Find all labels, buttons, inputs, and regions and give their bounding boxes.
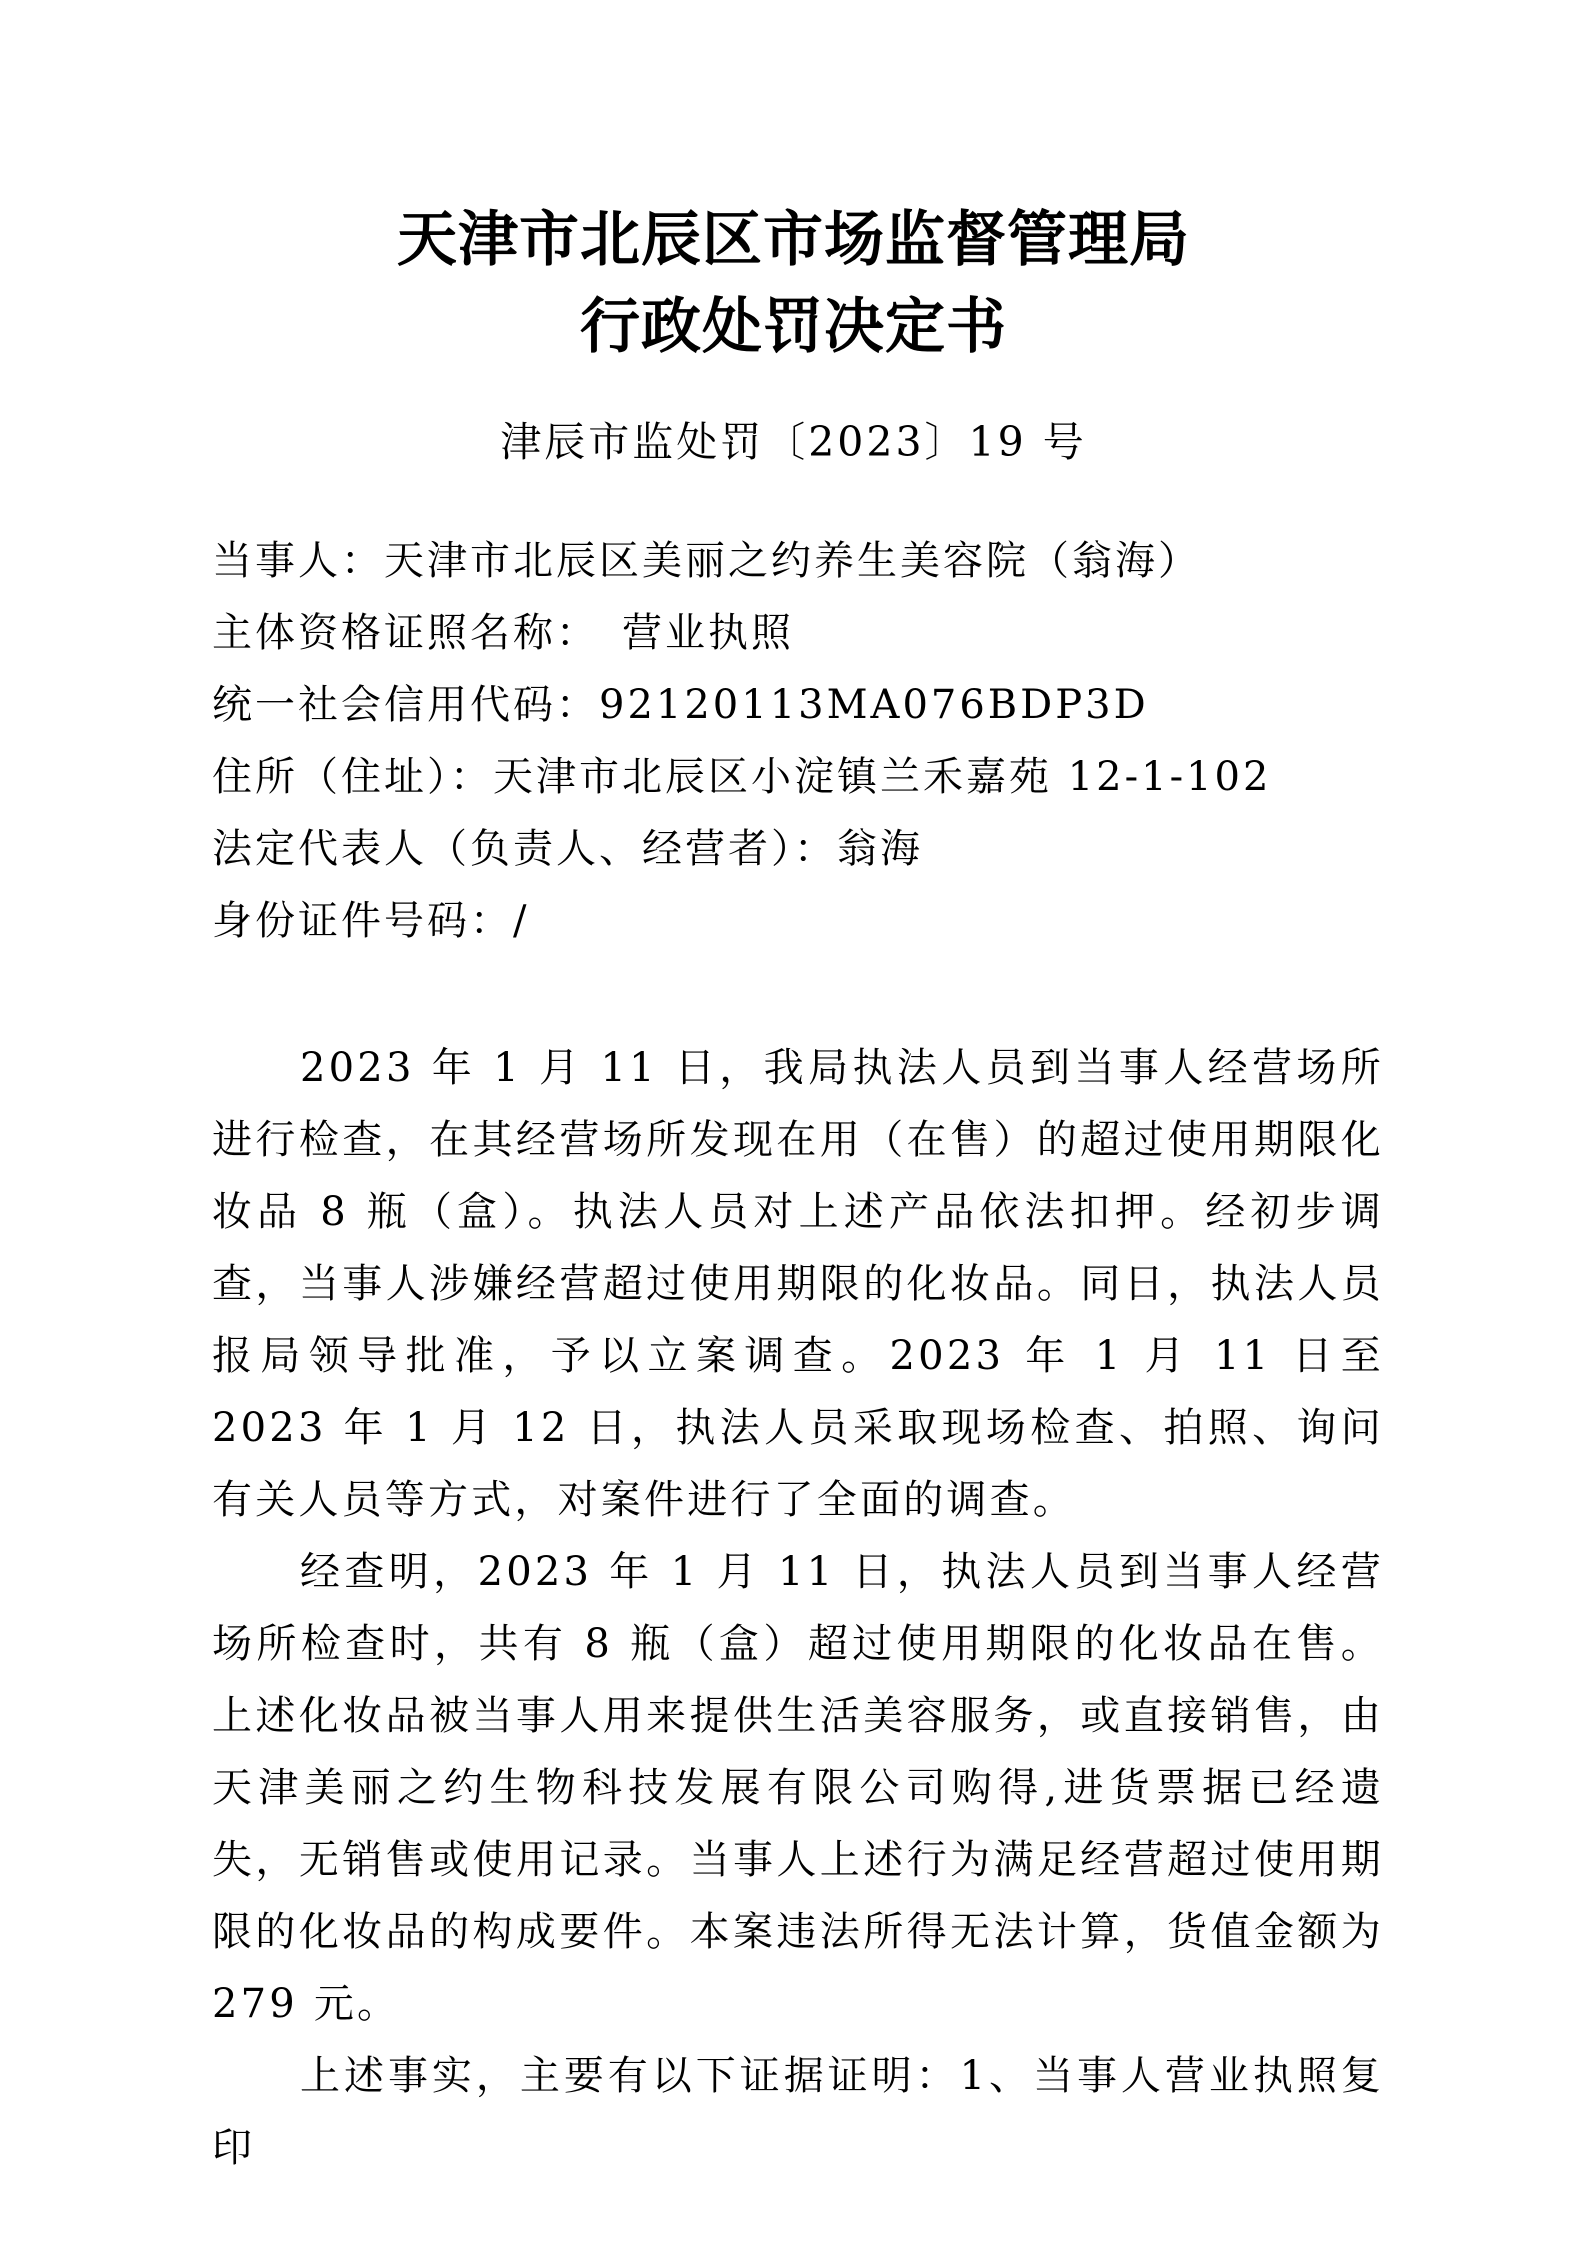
body-paragraph-3: 上述事实，主要有以下证据证明：1、当事人营业执照复印 bbox=[212, 2053, 1384, 2171]
party-name-label: 当事人： bbox=[212, 538, 384, 584]
id-number-value: / bbox=[513, 898, 530, 944]
id-number-line bbox=[212, 885, 1392, 957]
document-title-line2: 行政处罚决定书 bbox=[580, 292, 1007, 362]
body-paragraph-2: 经查明，2023 年 1 月 11 日，执法人员到当事人经营场所检查时，共有 8 瓶（盒）超过使用期限的化妆品在售。上述化妆品被当事人用来提供生活美容服务，或直接销售，由天津美丽之约生物科技发展有限公司购得,进货票据已经遗失，无销售或使用记录。当事人上述行为满足经营超过使用期限的化妆品的构成要件。本案违法所得无法计算，货值金额为 279 元。 bbox=[212, 1549, 1384, 2027]
document-title-line1: 天津市北辰区市场监督管理局 bbox=[397, 205, 1190, 275]
document-body bbox=[212, 1032, 1384, 2184]
credit-code-label: 统一社会信用代码： bbox=[212, 682, 599, 728]
address-label: 住所（住址）： bbox=[212, 754, 493, 800]
license-name-value: 营业执照 bbox=[579, 610, 794, 656]
body-paragraph-1: 2023 年 1 月 11 日，我局执法人员到当事人经营场所进行检查，在其经营场所发现在用（在售）的超过使用期限化妆品 8 瓶（盒）。执法人员对上述产品依法扣押。经初步调查，当事人涉嫌经营超过使用期限的化妆品。同日，执法人员报局领导批准，予以立案调查。2023 年 1 月 11 日至 2023 年 1 月 12 日，执法人员采取现场检查、拍照、询问有关人员等方式，对案件进行了全面的调查。 bbox=[212, 1045, 1384, 1523]
credit-code-line bbox=[212, 669, 1392, 741]
credit-code-value: 92120113MA076BDP3D bbox=[599, 682, 1149, 728]
address-value: 天津市北辰区小淀镇兰禾嘉苑 12-1-102 bbox=[493, 754, 1272, 800]
id-number-label: 身份证件号码： bbox=[212, 898, 513, 944]
license-name-line bbox=[212, 597, 1392, 669]
license-name-label: 主体资格证照名称： bbox=[212, 610, 579, 656]
legal-representative-label: 法定代表人（负责人、经营者）： bbox=[212, 826, 837, 872]
legal-representative-value: 翁海 bbox=[837, 826, 923, 872]
legal-representative-line bbox=[212, 813, 1392, 885]
party-name-line bbox=[212, 525, 1392, 597]
document-number: 津辰市监处罚〔2023〕19 号 bbox=[500, 418, 1087, 466]
party-info-block bbox=[212, 525, 1392, 957]
party-name-value: 天津市北辰区美丽之约养生美容院（翁海） bbox=[384, 538, 1201, 584]
address-line bbox=[212, 741, 1392, 813]
